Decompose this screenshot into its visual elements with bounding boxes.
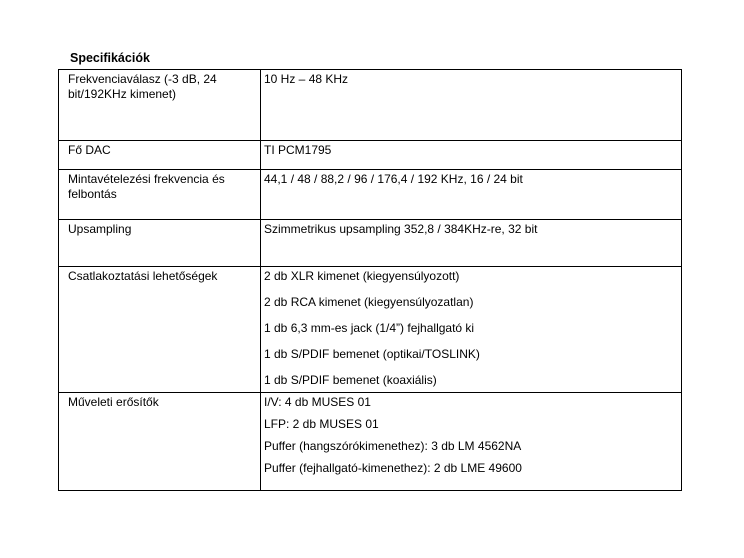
table-row-sampling — [59, 170, 682, 220]
table-row-upsampling — [59, 220, 682, 267]
row-value — [261, 267, 682, 393]
value-line: 2 db XLR kimenet (kiegyensúlyozott) — [264, 269, 460, 283]
value-line: 1 db 6,3 mm-es jack (1/4”) fejhallgató ki — [264, 321, 475, 335]
value-line: TI PCM1795 — [264, 143, 332, 157]
row-value — [261, 393, 682, 491]
row-label: Mintavételezési frekvencia és felbontás — [59, 170, 261, 220]
table-row-connectivity — [59, 267, 682, 393]
row-value — [261, 220, 682, 267]
table-row-main-dac — [59, 141, 682, 170]
row-label: Csatlakoztatási lehetőségek — [59, 267, 261, 393]
row-label: Műveleti erősítők — [59, 393, 261, 491]
document-title: Specifikációk — [70, 51, 150, 65]
row-value — [261, 170, 682, 220]
value-line: 44,1 / 48 / 88,2 / 96 / 176,4 / 192 KHz, 16 / 24 bit — [264, 172, 523, 186]
row-label: Upsampling — [59, 220, 261, 267]
value-line: Puffer (fejhallgató-kimenethez): 2 db LME 49600 — [264, 461, 522, 475]
value-line: LFP: 2 db MUSES 01 — [264, 417, 379, 431]
value-line: I/V: 4 db MUSES 01 — [264, 395, 371, 409]
row-value — [261, 70, 682, 141]
value-line: 10 Hz – 48 KHz — [264, 72, 349, 86]
value-line: Puffer (hangszórókimenethez): 3 db LM 4562NA — [264, 439, 522, 453]
row-label: Frekvenciaválasz (-3 dB, 24 bit/192KHz kimenet) — [59, 70, 261, 141]
value-line: Szimmetrikus upsampling 352,8 / 384KHz-re, 32 bit — [264, 222, 538, 236]
table-row-frequency-response — [59, 70, 682, 141]
value-line: 1 db S/PDIF bemenet (koaxiális) — [264, 373, 437, 387]
value-line: 1 db S/PDIF bemenet (optikai/TOSLINK) — [264, 347, 480, 361]
row-label: Fő DAC — [59, 141, 261, 170]
spec-table — [58, 69, 682, 491]
row-value — [261, 141, 682, 170]
value-line: 2 db RCA kimenet (kiegyensúlyozatlan) — [264, 295, 474, 309]
table-row-op-amps — [59, 393, 682, 491]
